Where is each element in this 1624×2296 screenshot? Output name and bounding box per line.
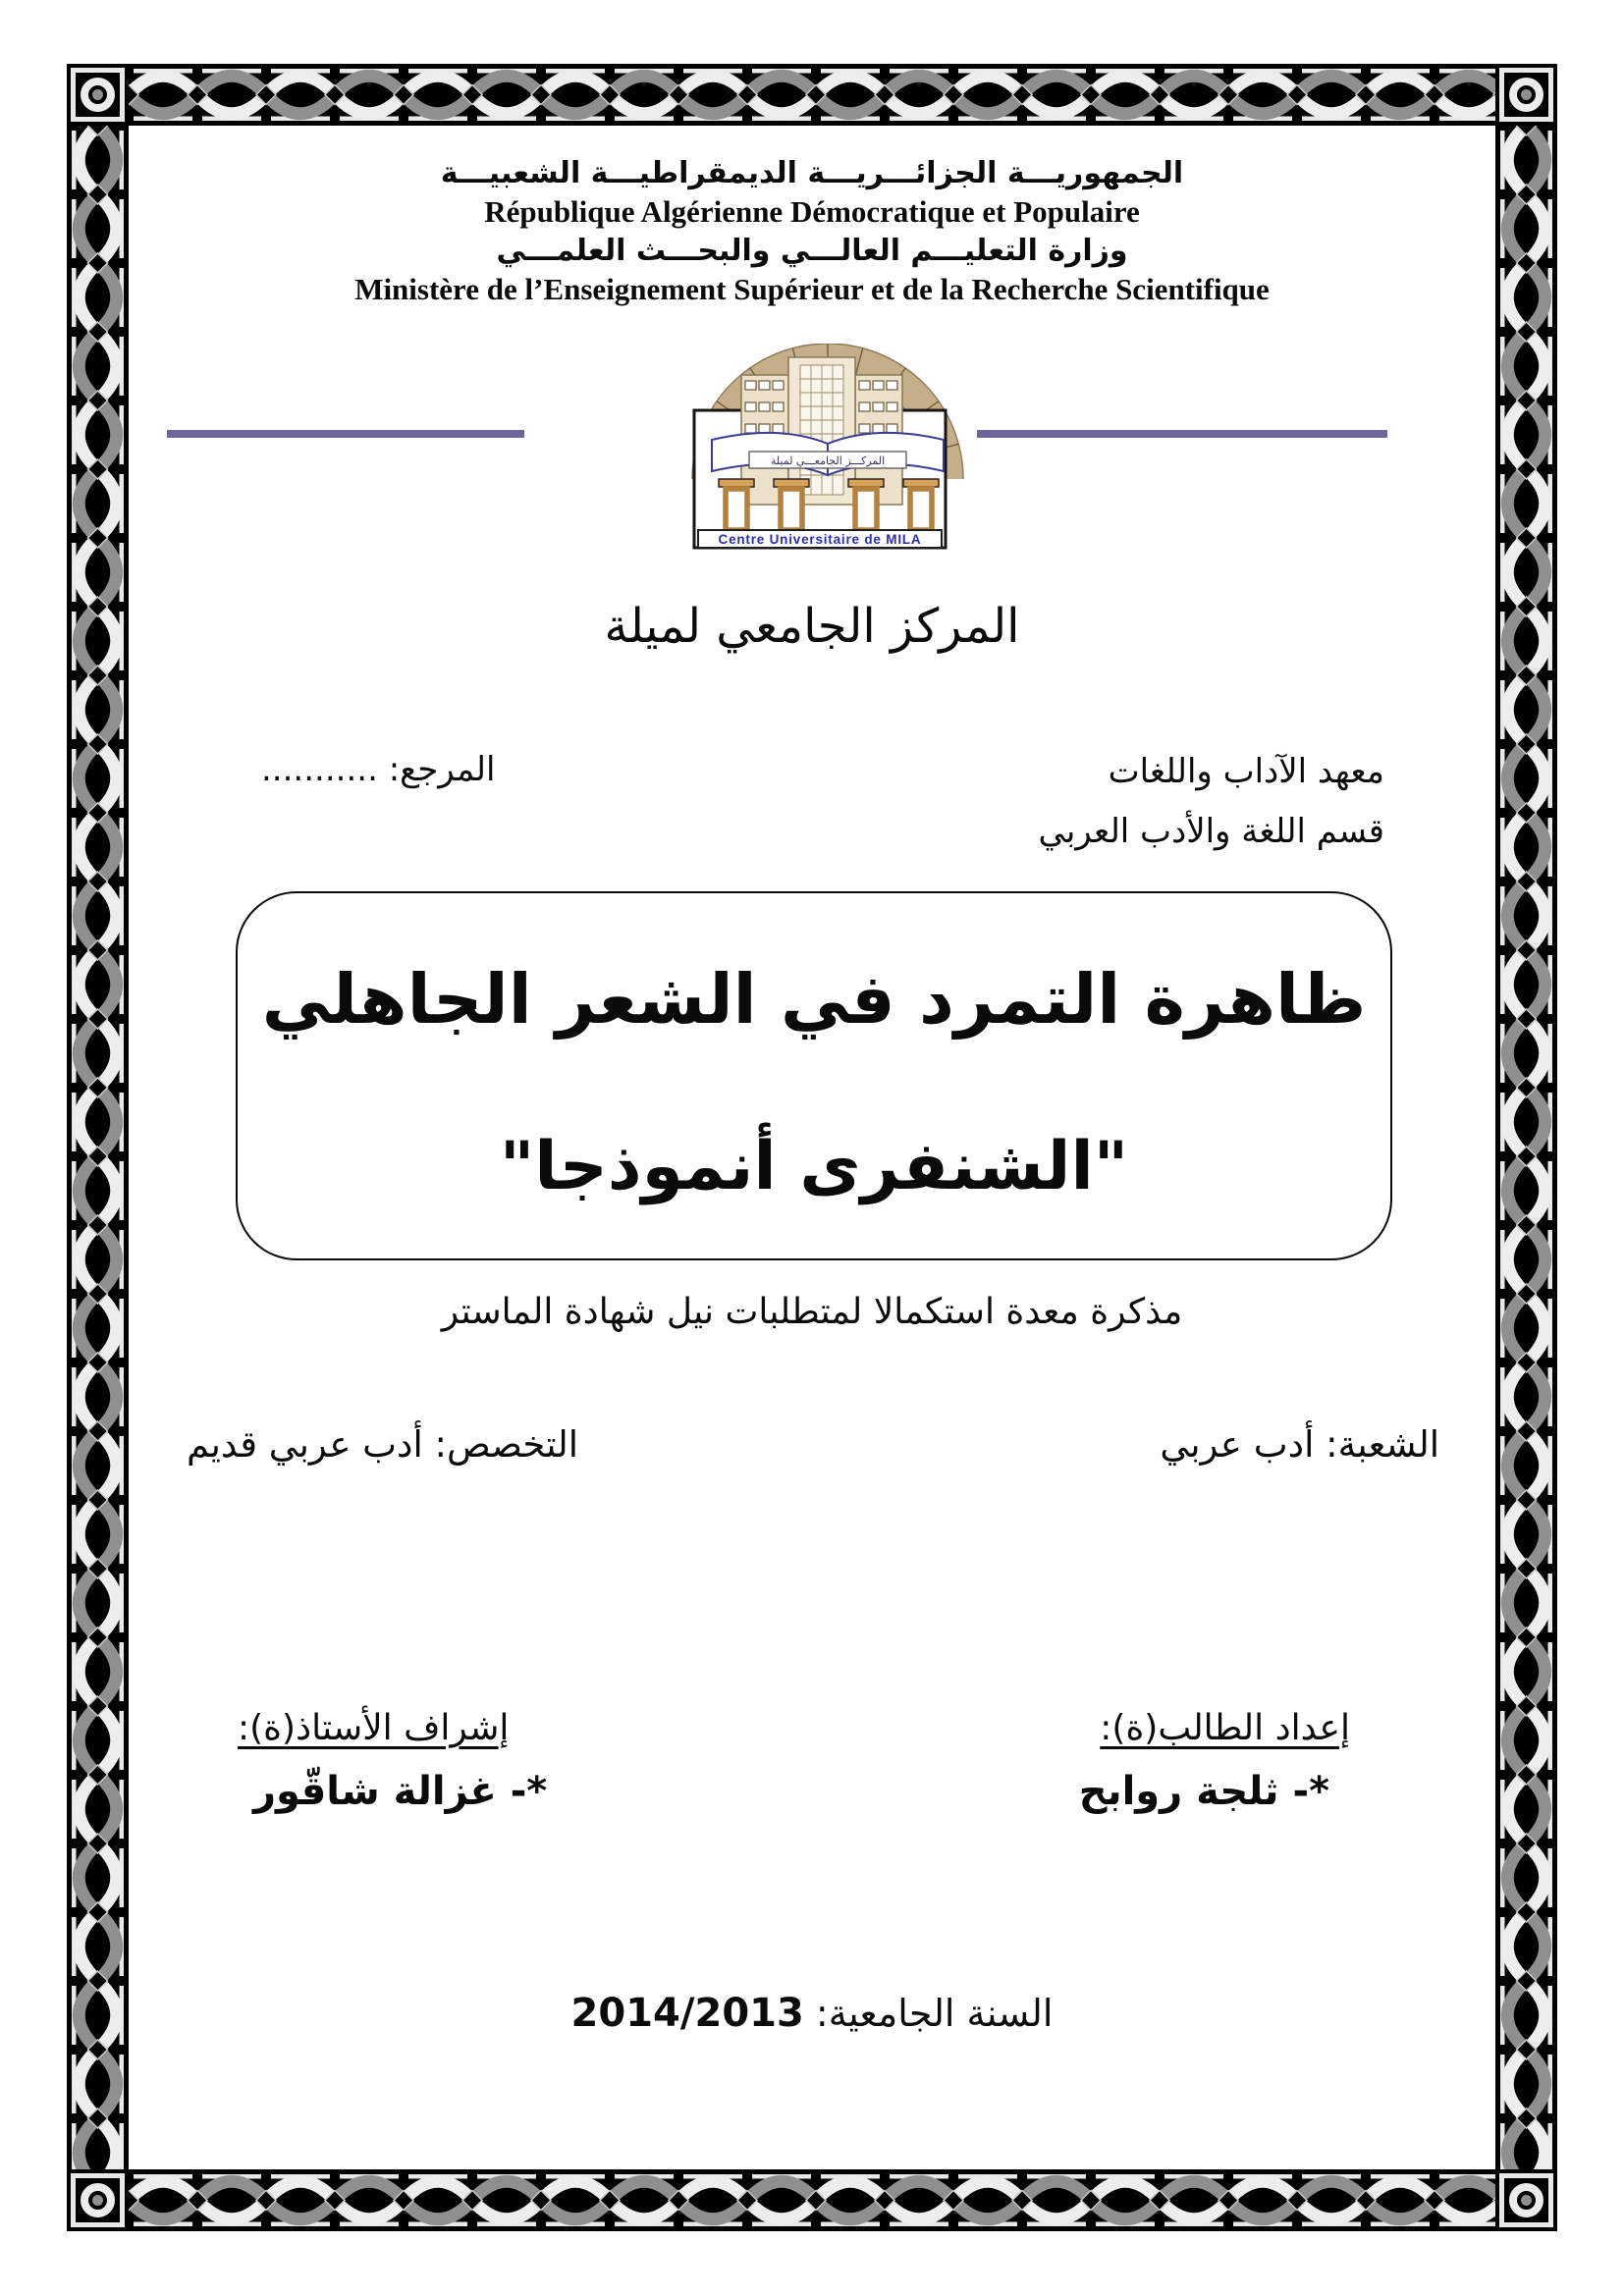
people-names-row	[253, 1769, 1329, 1814]
ministry-name-french: Ministère de l’Enseignement Supérieur et de la Recherche Scientifique	[354, 272, 1270, 307]
thesis-title-line2: "الشنفرى أنموذجا"	[499, 1127, 1129, 1205]
student-name: *- ثلجة روابح	[1078, 1769, 1329, 1814]
border-corner-top-left	[67, 64, 129, 126]
academic-year-line	[0, 1991, 1624, 2036]
logo-banner-text: Centre Universitaire de MILA	[718, 532, 922, 547]
country-name-french: République Algérienne Démocratique et Populaire	[484, 194, 1140, 230]
divider-line-right	[977, 430, 1387, 438]
reference-field: المرجع: ...........	[261, 750, 496, 789]
academic-year-label: السنة الجامعية:	[815, 1992, 1054, 2035]
thesis-title-box	[236, 891, 1392, 1260]
logo-banner	[698, 530, 942, 548]
supervisor-name: *- غزالة شاقّور	[253, 1769, 548, 1814]
thesis-title-line1: ظاهرة التمرد في الشعر الجاهلي	[261, 958, 1367, 1040]
branch-specialty-row	[187, 1423, 1439, 1466]
border-corner-bottom-right	[1495, 2169, 1557, 2231]
border-corner-top-right	[1495, 64, 1557, 126]
national-header	[0, 155, 1624, 309]
supervisor-heading: إشراف الأستاذ(ة):	[238, 1708, 510, 1748]
logo-book-text: المركـــز الجامعـــي لميلة	[770, 454, 886, 467]
academic-year-value: 2014/2013	[570, 1991, 804, 2036]
branch-field: الشعبة: أدب عربي	[1160, 1423, 1439, 1466]
specialty-field: التخصص: أدب عربي قديم	[187, 1423, 579, 1466]
people-headings-row	[238, 1708, 1350, 1748]
university-name: المركز الجامعي لميلة	[604, 599, 1020, 654]
university-logo	[688, 344, 967, 552]
degree-note: مذكرة معدة استكمالا لمتطلبات نيل شهادة الماستر	[441, 1292, 1183, 1332]
ministry-name-arabic: وزارة التعليـــم العالـــي والبحـــث العلمـــي	[496, 233, 1128, 268]
country-name-arabic: الجمهوريـــة الجزائـــريـــة الديمقراطيـــة الشعبيـــة	[440, 156, 1184, 190]
affiliation-block	[1038, 742, 1384, 861]
border-corner-bottom-left	[67, 2169, 129, 2231]
department-name: قسم اللغة والأدب العربي	[1038, 811, 1384, 851]
institute-name: معهد الآداب واللغات	[1108, 752, 1384, 791]
prepared-by-heading: إعداد الطالب(ة):	[1100, 1708, 1350, 1748]
divider-line-left	[167, 430, 524, 438]
